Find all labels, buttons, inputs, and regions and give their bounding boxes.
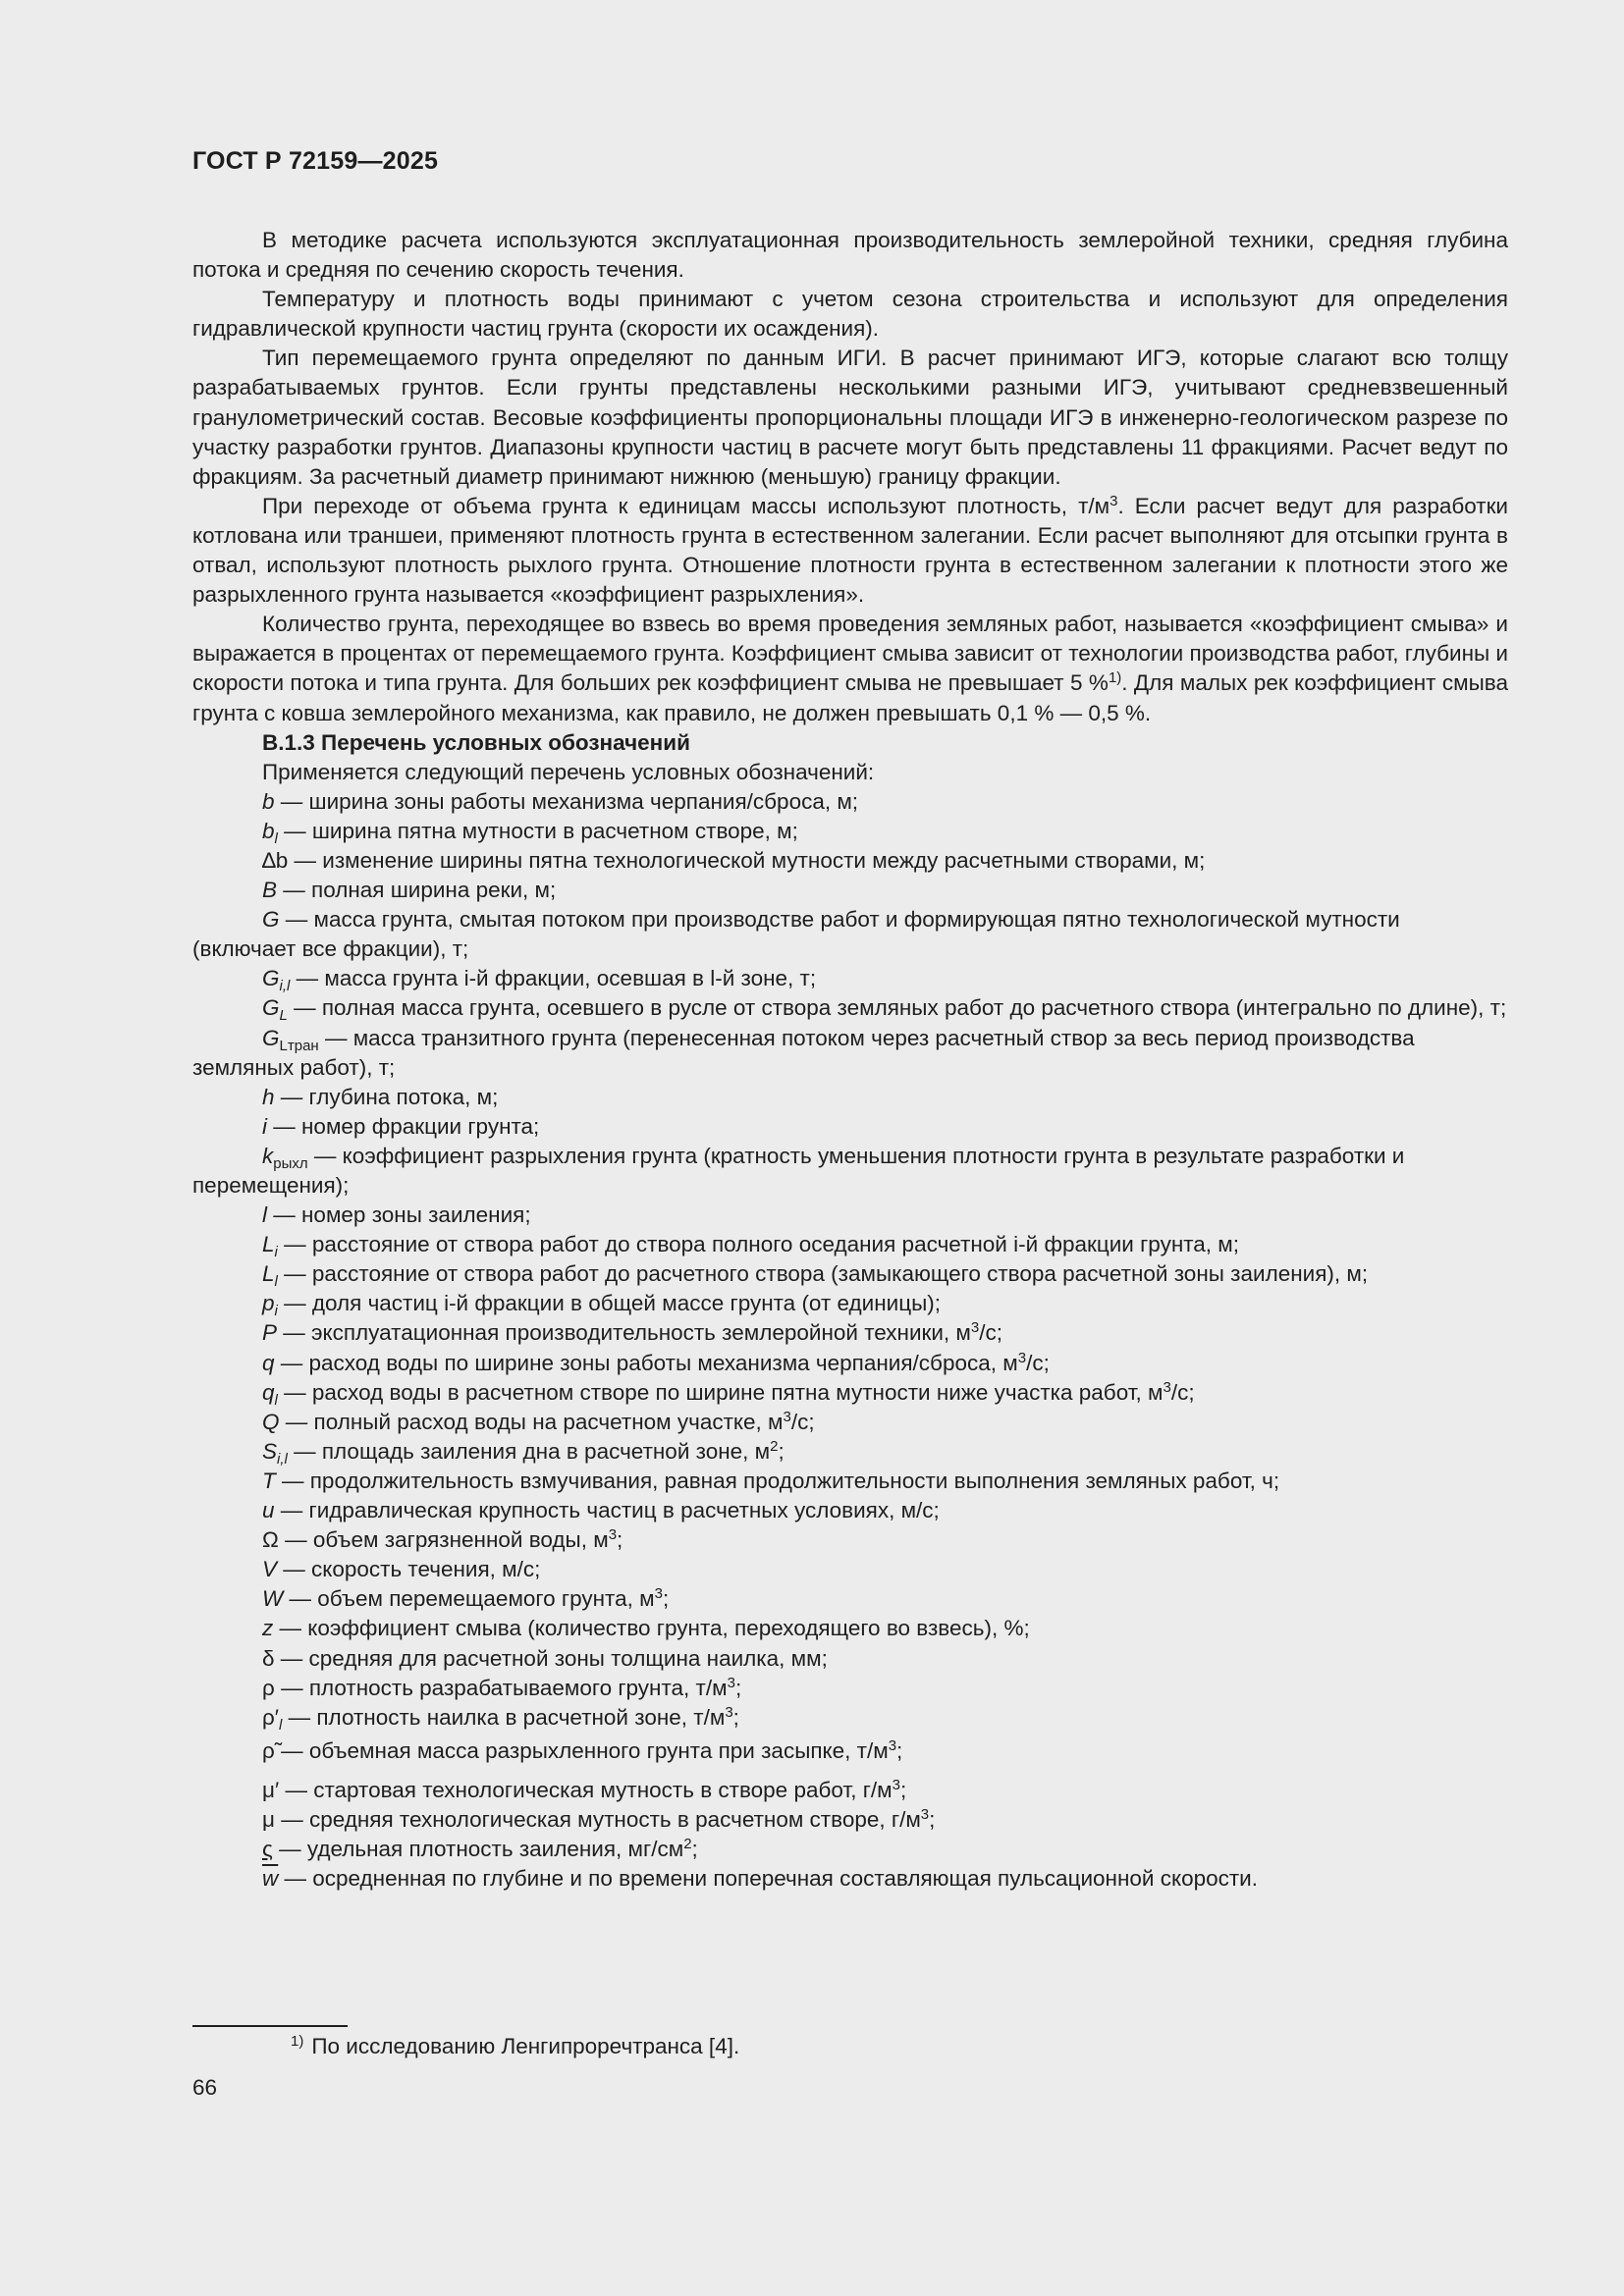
symbol-definition: — эксплуатационная производительность землеройной техники, м — [277, 1320, 971, 1346]
unit-exponent: 3 — [654, 1585, 663, 1603]
symbol-entry — [192, 1083, 1508, 1112]
document-header-code: ГОСТ Р 72159—2025 — [192, 147, 439, 175]
symbol-notation: G — [262, 1025, 280, 1050]
symbol-unit-tail: ; — [899, 1777, 907, 1802]
unit-exponent: 3 — [1163, 1378, 1171, 1396]
symbol-list — [192, 787, 1508, 1894]
symbol-entry — [192, 1864, 1508, 1894]
symbol-notation: T — [262, 1468, 276, 1493]
symbol-definition: — плотность наилка в расчетной зоне, т/м — [282, 1704, 726, 1730]
symbol-notation: ς — [262, 1837, 273, 1862]
superscript: 3 — [1110, 492, 1118, 509]
paragraph-water-temperature: Температуру и плотность воды принимают с учетом сезона строительства и используют для определения гидравлической крупности частиц грунта (скорости их осаждения). — [192, 287, 1508, 342]
symbol-entry — [192, 1736, 1508, 1766]
symbol-entry — [192, 846, 1508, 876]
symbol-definition: — плотность разрабатываемого грунта, т/м — [274, 1675, 728, 1700]
unit-exponent: 3 — [725, 1703, 733, 1721]
symbol-definition: — номер зоны заиления; — [267, 1202, 531, 1228]
symbol-notation: P — [262, 1320, 278, 1346]
symbol-entry — [192, 1318, 1508, 1348]
symbol-entry — [192, 1230, 1508, 1259]
symbol-definition: — средняя для расчетной зоны толщина наилка, мм; — [274, 1645, 828, 1671]
page-number: 66 — [192, 2075, 218, 2100]
symbol-notation: k — [262, 1143, 274, 1168]
symbol-definition: — ширина зоны работы механизма черпания/сброса, м; — [274, 788, 859, 814]
symbol-notation: μ′ — [262, 1777, 280, 1802]
unit-exponent: 3 — [783, 1408, 791, 1425]
symbol-notation: b — [262, 818, 275, 843]
paragraph-soil-type: Тип перемещаемого грунта определяют по данным ИГИ. В расчет принимают ИГЭ, которые слагают всю толщу разрабатываемых грунтов. Если грунты представлены несколькими разными ИГЭ, учитывают средневзвешенный гранулометрический состав. Весовые коэффициенты пропорциональны площади ИГЭ в инженерно-геологическом разрезе по участку разработки грунтов. Диапазоны крупности частиц в расчете могут быть представлены 11 фракциями. Расчет ведут по фракциям. За расчетный диаметр принимают нижнюю (меньшую) границу фракции. — [192, 346, 1508, 489]
symbol-subscript: i,l — [277, 1450, 288, 1468]
paragraph-soil-density — [192, 492, 1508, 610]
unit-exponent: 3 — [608, 1526, 618, 1544]
symbol-definition: — коэффициент разрыхления грунта (кратность уменьшения плотности грунта в результате разработки и перемещения); — [192, 1143, 1405, 1198]
symbol-entry — [192, 1525, 1508, 1555]
symbol-entry — [192, 1349, 1508, 1378]
symbol-entry — [192, 876, 1508, 905]
symbol-entry — [192, 1805, 1508, 1835]
symbol-definition: — полная ширина реки, м; — [277, 878, 557, 903]
unit-exponent: 3 — [1017, 1349, 1027, 1366]
symbol-entry — [192, 1408, 1508, 1437]
symbol-definition: — гидравлическая крупность частиц в расчетных условиях, м/с; — [274, 1498, 940, 1523]
symbol-unit-tail: ; — [617, 1527, 623, 1553]
symbol-subscript: Lтран — [279, 1037, 319, 1054]
symbol-unit-tail: /с; — [1026, 1350, 1050, 1375]
symbol-unit-tail: /с; — [790, 1409, 815, 1434]
symbol-notation: h — [262, 1084, 275, 1109]
symbol-notation: Ω — [262, 1527, 279, 1553]
symbol-entry — [192, 1555, 1508, 1584]
symbol-notation: q — [262, 1379, 275, 1405]
unit-exponent: 3 — [920, 1805, 930, 1823]
symbol-definition: — номер фракции грунта; — [267, 1113, 540, 1139]
paragraph-text: Количество грунта, переходящее во взвесь во время проведения земляных работ, называется «коэффициент смыва» и выражается в процентах от перемещаемого грунта. Коэффициент смыва зависит от технологии производства работ, глубины и скорости потока и типа грунта. Для больших рек коэффициент смыва не превышает 5 % — [192, 612, 1508, 696]
symbol-definition: — полный расход воды на расчетном участке, м — [279, 1409, 784, 1434]
symbol-definition: — масса грунта, смытая потоком при производстве работ и формирующая пятно технологической мутности (включает все фракции), т; — [192, 907, 1400, 962]
symbol-notation: ∆b — [262, 847, 289, 873]
symbol-notation: ρ′ — [262, 1704, 280, 1730]
symbol-unit-tail: ; — [734, 1675, 742, 1700]
symbol-definition: — масса транзитного грунта (перенесенная потоком через расчетный створ за весь период производства земляных работ), т; — [192, 1025, 1415, 1080]
symbol-subscript: i — [274, 1244, 278, 1261]
symbol-notation: i — [262, 1113, 267, 1139]
symbol-definition: — масса грунта i-й фракции, осевшая в l-й зоне, т; — [290, 966, 817, 991]
symbol-entry — [192, 1024, 1508, 1083]
paragraph-text: При переходе от объема грунта к единицам массы используют плотность, т/м — [262, 493, 1110, 518]
symbol-notation: l — [262, 1202, 267, 1228]
symbol-notation: u — [262, 1498, 275, 1523]
symbol-definition: — площадь заиления дна в расчетной зоне, м — [287, 1438, 771, 1464]
unit-exponent: 2 — [683, 1836, 692, 1853]
symbol-entry — [192, 1584, 1508, 1614]
symbol-subscript: L — [279, 1007, 288, 1025]
symbol-notation: p — [262, 1291, 275, 1316]
symbol-notation: δ — [262, 1645, 275, 1671]
symbol-notation: V — [262, 1557, 278, 1582]
symbol-entry — [192, 1776, 1508, 1805]
symbol-notation: μ — [262, 1806, 275, 1832]
symbol-entry — [192, 1142, 1508, 1201]
footnote-divider — [192, 2025, 348, 2027]
symbol-definition: — глубина потока, м; — [274, 1084, 499, 1109]
unit-exponent: 2 — [770, 1437, 779, 1455]
footnote — [291, 2032, 739, 2061]
symbol-subscript: i,l — [279, 978, 291, 995]
symbol-subscript: l — [274, 1273, 278, 1291]
paragraph-text: . Для малых рек коэффициент смыва грунта с ковша землеройного механизма, как правило, не должен превышать 0,1 % — 0,5 %. — [192, 670, 1508, 725]
symbol-definition: — скорость течения, м/с; — [277, 1557, 541, 1582]
symbol-definition: — расход воды в расчетном створе по ширине пятна мутности ниже участка работ, м — [277, 1379, 1164, 1405]
symbol-definition: — изменение ширины пятна технологической мутности между расчетными створами, м; — [288, 847, 1206, 873]
unit-exponent: 3 — [892, 1776, 900, 1793]
section-heading: В.1.3 Перечень условных обозначений — [262, 729, 690, 755]
symbol-entry — [192, 1112, 1508, 1142]
symbol-notation: ρ — [262, 1675, 275, 1700]
symbol-definition: — средняя технологическая мутность в расчетном створе, г/м — [274, 1806, 921, 1832]
unit-exponent: 3 — [888, 1736, 897, 1754]
symbol-notation: Q — [262, 1409, 280, 1434]
symbol-definition: — ширина пятна мутности в расчетном створе, м; — [277, 818, 798, 843]
symbol-entry — [192, 1259, 1508, 1289]
symbol-notation: W — [262, 1586, 284, 1612]
symbol-definition: — объем перемещаемого грунта, м — [283, 1586, 655, 1612]
symbol-notation: B — [262, 878, 278, 903]
symbol-unit-tail: ; — [662, 1586, 670, 1612]
symbol-unit-tail: ; — [691, 1837, 698, 1862]
symbol-entry — [192, 1703, 1508, 1733]
symbol-entry — [192, 993, 1508, 1023]
paragraph-washout-coefficient — [192, 610, 1508, 727]
symbol-notation: b — [262, 788, 275, 814]
symbol-unit-tail: ; — [929, 1806, 936, 1832]
footnote-mark: 1) — [291, 2033, 304, 2050]
symbol-notation: G — [262, 907, 280, 933]
symbol-definition: — стартовая технологическая мутность в створе работ, г/м — [279, 1777, 893, 1802]
paragraph-text: . Если расчет ведут для разработки котлована или траншеи, применяют плотность грунта в естественном залегании. Если расчет выполняют для отсыпки грунта в отвал, используют плотность рыхлого грунта. Отношение плотности грунта в естественном залегании к плотности этого же разрыхленного грунта называется «коэффициент разрыхления». — [192, 493, 1508, 608]
symbols-intro: Применяется следующий перечень условных обозначений: — [262, 759, 875, 784]
symbol-definition: — коэффициент смыва (количество грунта, переходящего во взвесь), %; — [273, 1616, 1030, 1641]
symbol-entry — [192, 964, 1508, 993]
symbol-definition: — расход воды по ширине зоны работы механизма черпания/сброса, м — [274, 1350, 1018, 1375]
symbol-definition: — полная масса грунта, осевшего в русле от створа земляных работ до расчетного створа (интегрально по длине), т; — [287, 995, 1507, 1021]
symbol-notation: ρ̃ — [262, 1737, 275, 1763]
symbol-definition: — расстояние от створа работ до расчетного створа (замыкающего створа расчетной зоны заиления), м; — [277, 1261, 1369, 1287]
symbol-notation: q — [262, 1350, 275, 1375]
symbol-unit-tail: ; — [778, 1438, 785, 1464]
symbol-notation: z — [262, 1616, 274, 1641]
symbol-entry — [192, 1674, 1508, 1703]
unit-exponent: 3 — [727, 1674, 735, 1691]
symbol-unit-tail: /с; — [979, 1320, 1003, 1346]
symbol-entry — [192, 1644, 1508, 1674]
symbol-entry — [192, 1467, 1508, 1496]
symbol-subscript: рыхл — [273, 1154, 308, 1172]
symbol-definition: — осредненная по глубине и по времени поперечная составляющая пульсационной скорости. — [278, 1866, 1258, 1892]
symbol-definition: — объем загрязненной воды, м — [278, 1527, 609, 1553]
symbol-entry — [192, 787, 1508, 817]
symbol-notation: G — [262, 995, 280, 1021]
symbol-entry — [192, 1835, 1508, 1864]
symbol-entry — [192, 1201, 1508, 1230]
symbol-unit-tail: ; — [896, 1737, 903, 1763]
symbol-unit-tail: /с; — [1170, 1379, 1195, 1405]
unit-exponent: 3 — [970, 1319, 980, 1337]
symbol-subscript: l — [279, 1716, 283, 1734]
symbol-subscript: i — [274, 1303, 278, 1320]
symbol-unit-tail: ; — [732, 1704, 739, 1730]
symbol-definition: — продолжительность взмучивания, равная продолжительности выполнения земляных работ, ч; — [275, 1468, 1280, 1493]
symbol-entry — [192, 817, 1508, 846]
symbol-entry — [192, 905, 1508, 964]
symbol-notation: $\overline{w}$ — [262, 1866, 279, 1892]
symbol-subscript: l — [274, 1391, 278, 1409]
symbol-definition: — расстояние от створа работ до створа полного оседания расчетной i-й фракции грунта, м; — [277, 1232, 1240, 1257]
symbol-entry — [192, 1614, 1508, 1643]
footnote-text: По исследованию Ленгипроречтранса [4]. — [311, 2034, 740, 2058]
paragraph-method: В методике расчета используются эксплуатационная производительность землеройной техники, средняя глубина потока и средняя по сечению скорость течения. — [192, 228, 1508, 283]
symbol-notation: S — [262, 1438, 278, 1464]
footnote-reference: 1) — [1108, 669, 1122, 687]
symbol-definition: — объемная масса разрыхленного грунта при засыпке, т/м — [274, 1737, 889, 1763]
symbol-entry — [192, 1378, 1508, 1408]
symbol-definition: — удельная плотность заиления, мг/см — [272, 1837, 684, 1862]
symbol-notation: L — [262, 1261, 275, 1287]
document-body — [192, 226, 1508, 1894]
symbol-entry — [192, 1437, 1508, 1467]
symbol-entry — [192, 1289, 1508, 1318]
symbol-notation: G — [262, 966, 280, 991]
symbol-definition: — доля частиц i-й фракции в общей массе грунта (от единицы); — [277, 1291, 942, 1316]
symbol-notation: L — [262, 1232, 275, 1257]
symbol-subscript: l — [274, 829, 278, 847]
symbol-entry — [192, 1496, 1508, 1525]
